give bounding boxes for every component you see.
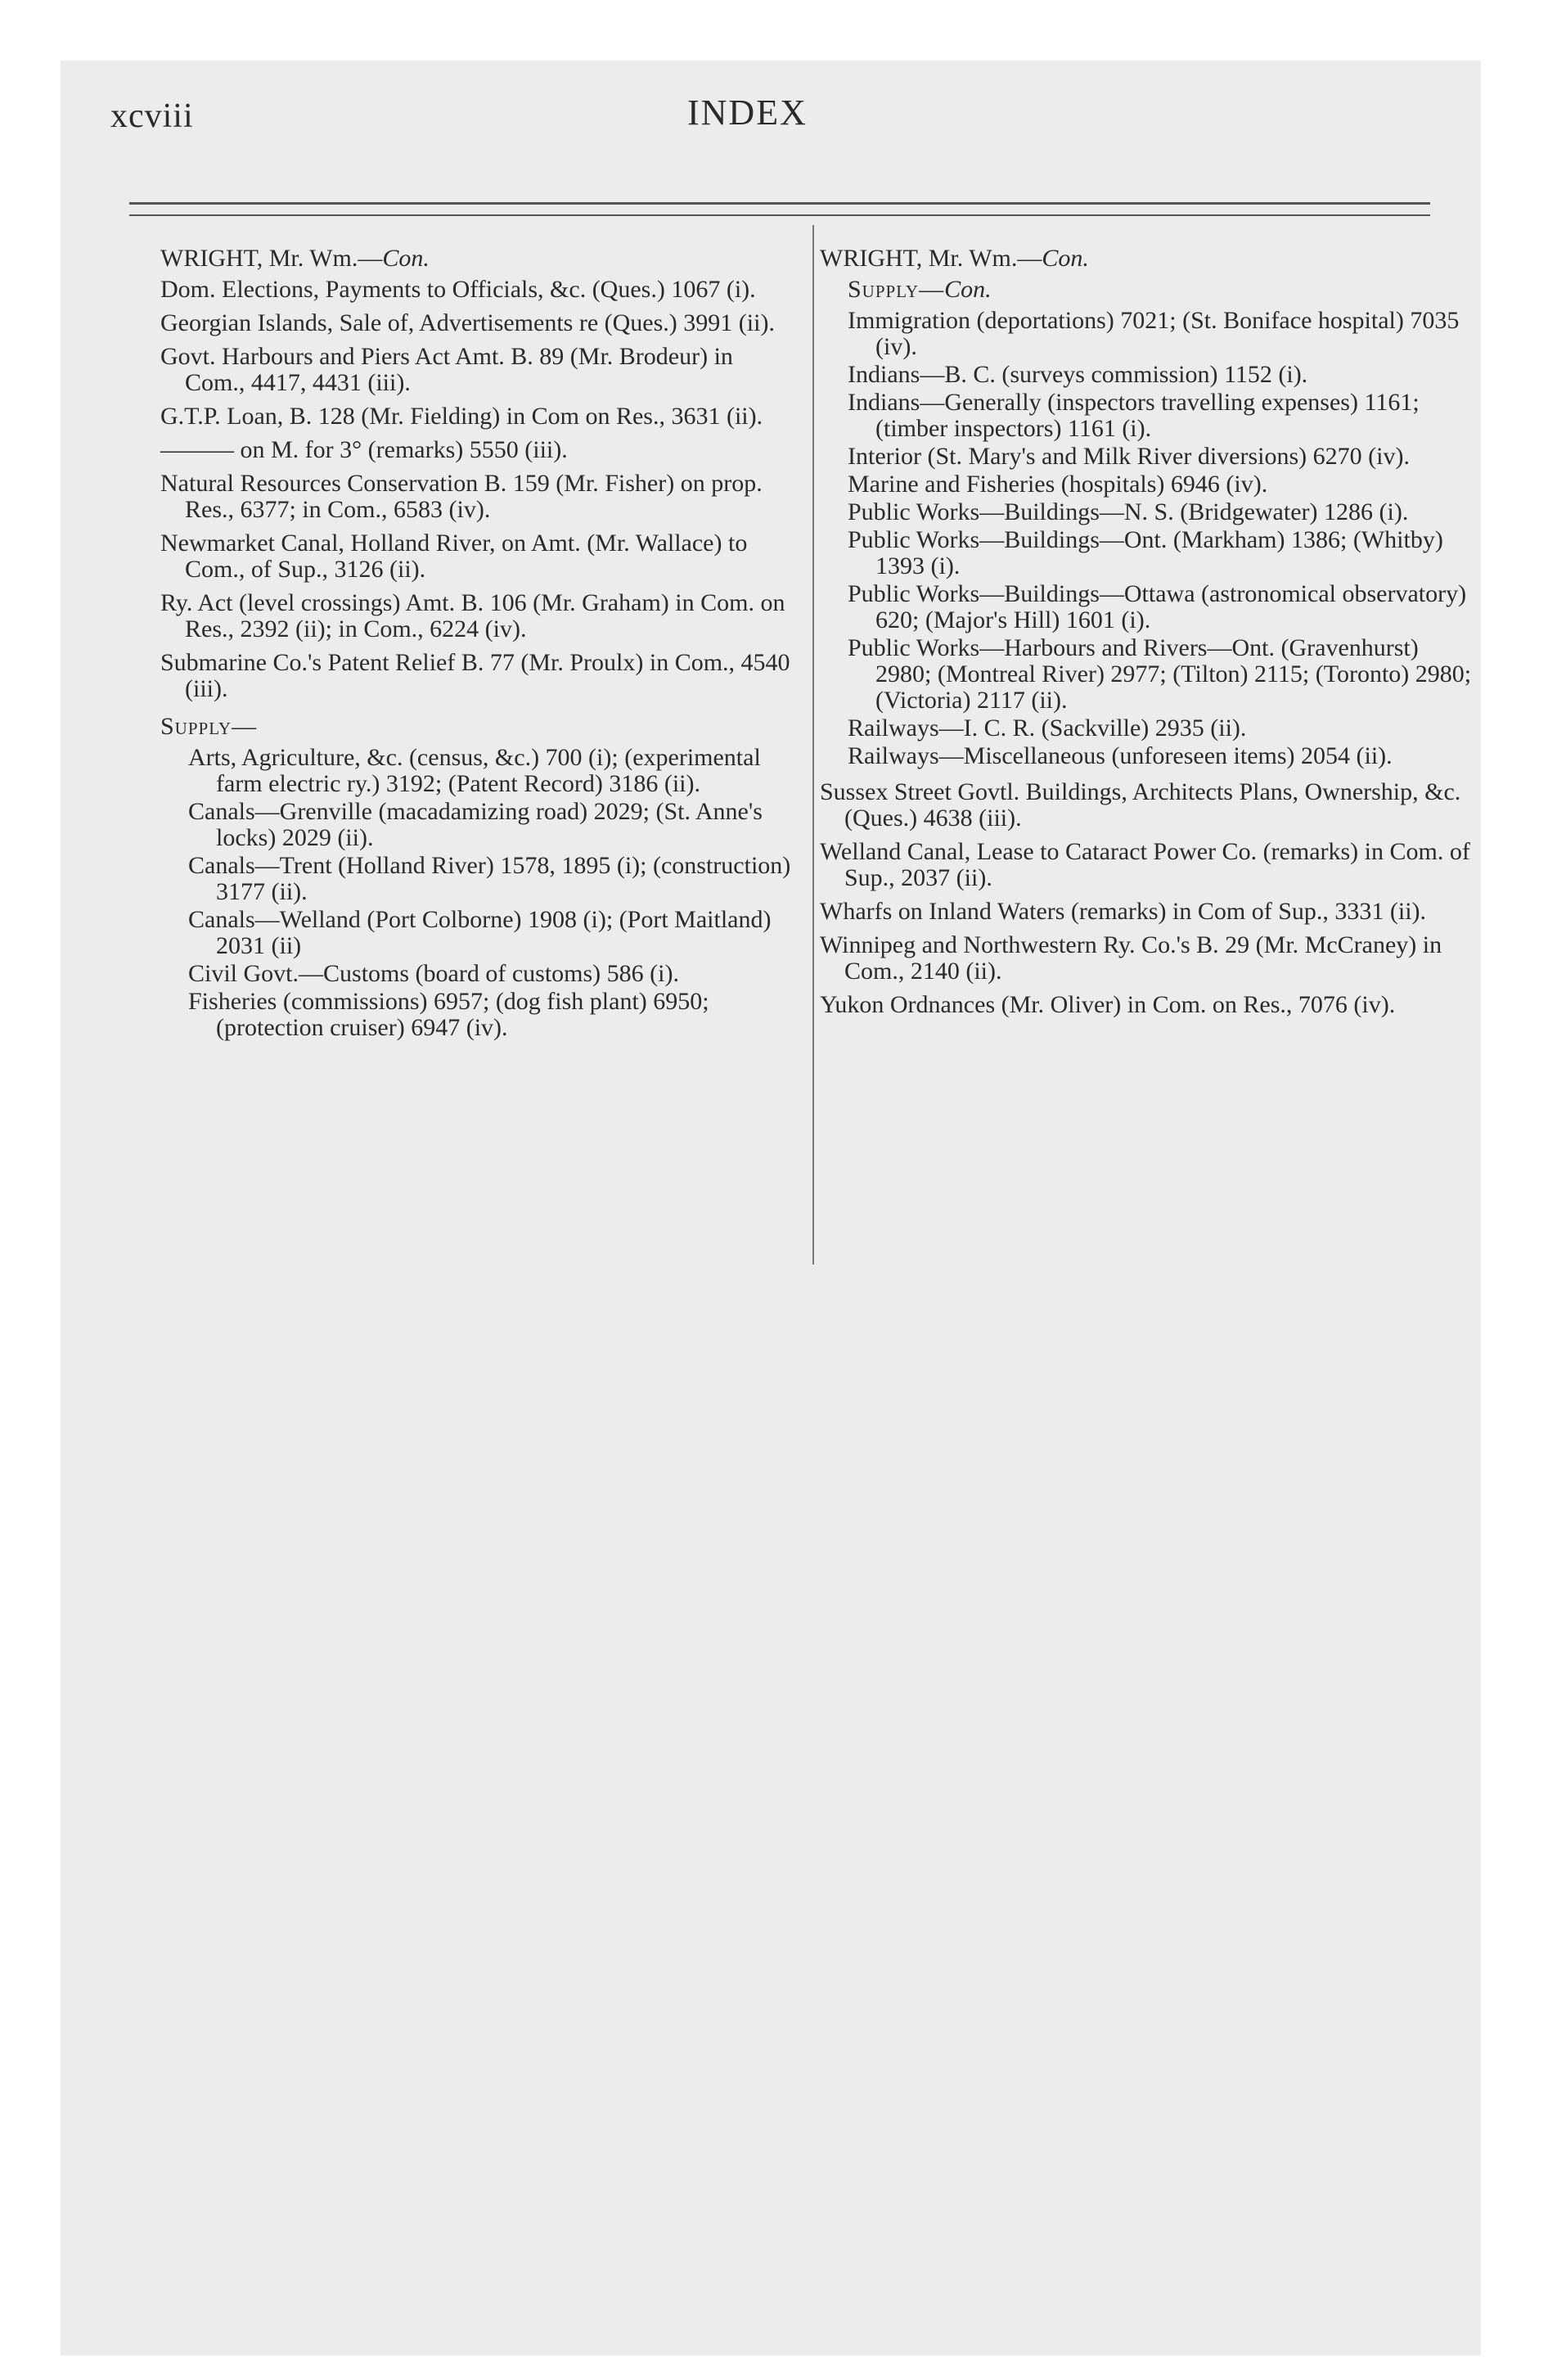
- index-entry: Newmarket Canal, Holland River, on Amt. (Mr. Wallace) to Com., of Sup., 3126 (ii).: [160, 530, 748, 583]
- supply-entry: Canals—Trent (Holland River) 1578, 1895 (i); (construction) 3177 (ii).: [188, 852, 791, 905]
- supply-entry: Public Works—Harbours and Rivers—Ont. (Gravenhurst) 2980; (Montreal River) 2977; (Tilton) 2115; (Toronto) 2980; (Victoria) 2117 (ii).: [848, 634, 1472, 714]
- index-entry: Submarine Co.'s Patent Relief B. 77 (Mr. Proulx) in Com., 4540 (iii).: [160, 649, 790, 702]
- supply-entry: Canals—Grenville (macadamizing road) 2029; (St. Anne's locks) 2029 (ii).: [188, 798, 763, 851]
- index-entry: Natural Resources Conservation B. 159 (Mr. Fisher) on prop. Res., 6377; in Com., 6583 (iv).: [160, 470, 763, 523]
- index-entry: Dom. Elections, Payments to Officials, &c. (Ques.) 1067 (i).: [160, 276, 756, 303]
- left-column: [160, 246, 797, 1043]
- supply-entry: Indians—Generally (inspectors travelling expenses) 1161; (timber inspectors) 1161 (i).: [848, 389, 1420, 442]
- index-entry: Welland Canal, Lease to Cataract Power Co. (remarks) in Com. of Sup., 2037 (ii).: [820, 838, 1470, 891]
- supply-entry: Civil Govt.—Customs (board of customs) 586 (i).: [188, 960, 679, 987]
- right-column: [820, 246, 1474, 1025]
- index-entry: Ry. Act (level crossings) Amt. B. 106 (Mr. Graham) in Com. on Res., 2392 (ii); in Com., 6224 (iv).: [160, 589, 785, 642]
- supply-entry: Public Works—Buildings—Ont. (Markham) 1386; (Whitby) 1393 (i).: [848, 526, 1443, 579]
- index-entry: Winnipeg and Northwestern Ry. Co.'s B. 29 (Mr. McCraney) in Com., 2140 (ii).: [820, 931, 1442, 985]
- heading-con: Con.: [1042, 245, 1089, 272]
- supply-entry: Public Works—Buildings—N. S. (Bridgewater) 1286 (i).: [848, 498, 1409, 525]
- supply-label: [848, 277, 1474, 303]
- supply-con: Con.: [944, 276, 992, 303]
- index-entry: Wharfs on Inland Waters (remarks) in Com of Sup., 3331 (ii).: [820, 898, 1427, 925]
- supply-entry: Immigration (deportations) 7021; (St. Boniface hospital) 7035 (iv).: [848, 307, 1460, 360]
- index-heading: [820, 246, 1474, 272]
- supply-entry: Marine and Fisheries (hospitals) 6946 (iv).: [848, 471, 1268, 498]
- header-rule-bottom: [129, 214, 1430, 216]
- page-header: [0, 0, 1548, 135]
- supply-entry: Public Works—Buildings—Ottawa (astronomical observatory) 620; (Major's Hill) 1601 (i).: [848, 580, 1467, 633]
- supply-entry: Fisheries (commissions) 6957; (dog fish plant) 6950; (protection cruiser) 6947 (iv).: [188, 988, 709, 1041]
- supply-label-text: Supply—: [848, 276, 945, 303]
- header-rule-top: [129, 202, 1430, 205]
- supply-entry: Railways—Miscellaneous (unforeseen items) 2054 (ii).: [848, 742, 1393, 769]
- supply-label: Supply—: [160, 713, 258, 740]
- index-entry: Yukon Ordnances (Mr. Oliver) in Com. on Res., 7076 (iv).: [820, 991, 1396, 1018]
- heading-name: WRIGHT, Mr. Wm.—: [160, 245, 383, 272]
- running-head-title: INDEX: [687, 92, 808, 133]
- column-divider: [812, 225, 814, 1264]
- page-number: xcviii: [110, 97, 194, 135]
- index-heading: [160, 246, 797, 272]
- supply-entry: Interior (St. Mary's and Milk River diversions) 6270 (iv).: [848, 443, 1410, 470]
- index-entry: Sussex Street Govtl. Buildings, Architects Plans, Ownership, &c. (Ques.) 4638 (iii).: [820, 778, 1461, 832]
- supply-entry: Railways—I. C. R. (Sackville) 2935 (ii).: [848, 714, 1247, 741]
- index-entry: G.T.P. Loan, B. 128 (Mr. Fielding) in Com on Res., 3631 (ii).: [160, 403, 763, 430]
- supply-entry: Canals—Welland (Port Colborne) 1908 (i); (Port Maitland) 2031 (ii): [188, 906, 772, 959]
- heading-con: Con.: [382, 245, 430, 272]
- supply-entry: Arts, Agriculture, &c. (census, &c.) 700 (i); (experimental farm electric ry.) 3192; (Patent Record) 3186 (ii).: [188, 744, 761, 797]
- index-entry: Georgian Islands, Sale of, Advertisements re (Ques.) 3991 (ii).: [160, 309, 775, 336]
- index-entry: Govt. Harbours and Piers Act Amt. B. 89 (Mr. Brodeur) in Com., 4417, 4431 (iii).: [160, 343, 733, 396]
- heading-name: WRIGHT, Mr. Wm.—: [820, 245, 1042, 272]
- supply-entry: Indians—B. C. (surveys commission) 1152 (i).: [848, 361, 1308, 388]
- index-entry: ——— on M. for 3° (remarks) 5550 (iii).: [160, 436, 568, 463]
